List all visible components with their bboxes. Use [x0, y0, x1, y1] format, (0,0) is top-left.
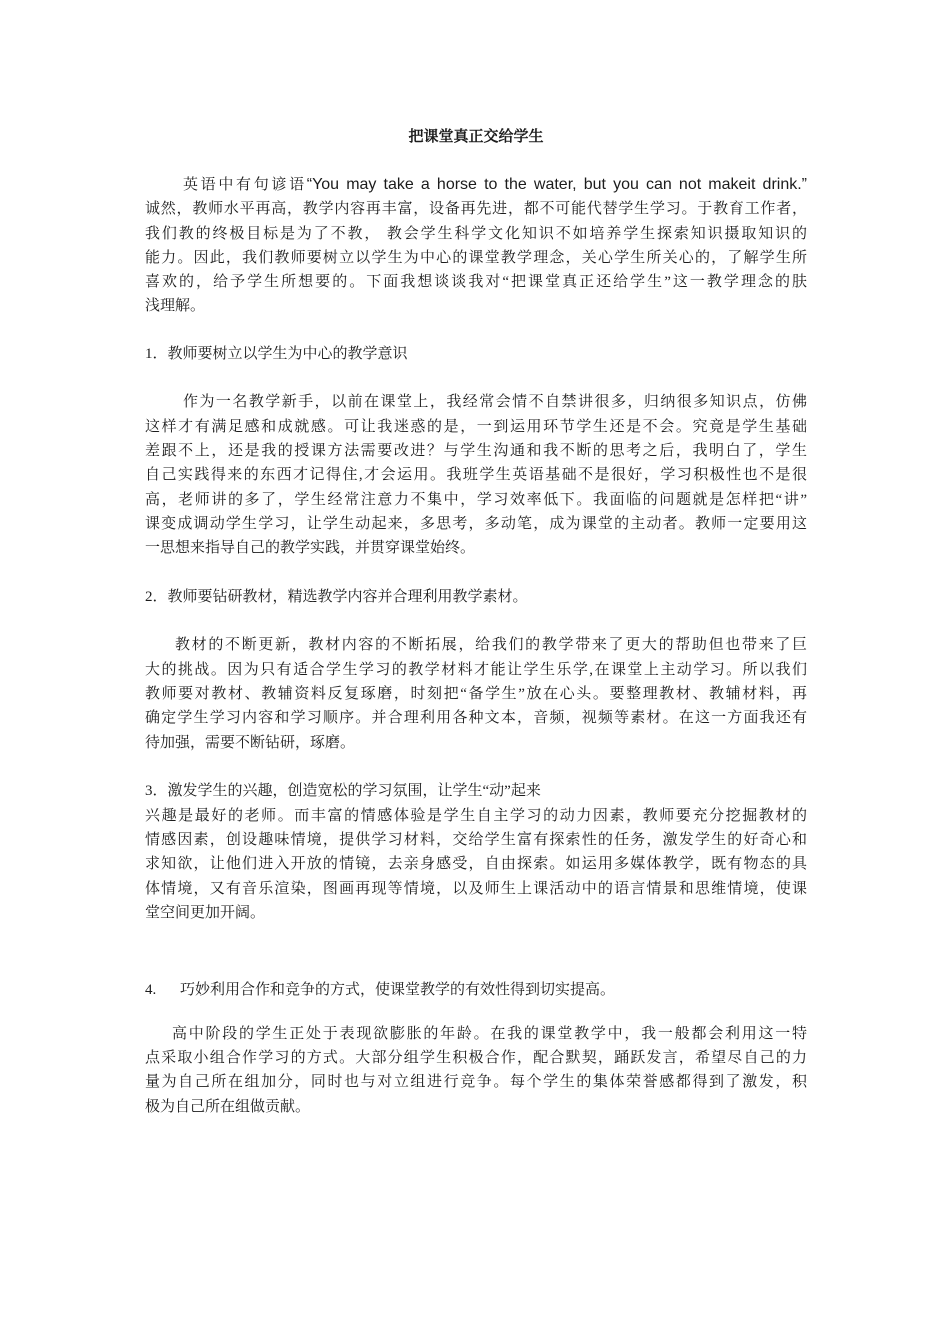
- body-line: [145, 173, 807, 197]
- section-title: 巧妙利用合作和竞争的方式，使课堂教学的有效性得到切实提高。: [180, 981, 616, 998]
- intro-paragraph: [145, 173, 807, 319]
- body-line: 兴趣是最好的老师。而丰富的情感体验是学生自主学习的动力因素，教师要充分挖掘教材的: [145, 807, 807, 824]
- section-title: 教师要树立以学生为中心的教学意识: [167, 346, 408, 363]
- section-heading: [145, 779, 807, 803]
- body-line: 浅理解。: [145, 298, 206, 315]
- section-number: 2．: [145, 589, 168, 606]
- document-title: 把课堂真正交给学生: [408, 129, 544, 145]
- body-line: 确定学生学习内容和学习顺序。并合理利用各种文本，音频，视频等素材。在这一方面我还有: [145, 710, 807, 727]
- body-line: 差跟不上，还是我的授课方法需要改进？与学生沟通和我不断的思考之后，我明白了，学生: [145, 443, 807, 460]
- body-line: 喜欢的，给予学生所想要的。下面我想谈谈我对“把课堂真正还给学生”这一教学理念的肤: [145, 274, 807, 291]
- body-line: 体情境，又有音乐渲染，图画再现等情境，以及师生上课活动中的语言情景和思维情境，使课: [145, 880, 807, 897]
- section-heading: [145, 978, 807, 1002]
- body-line: 能力。因此，我们教师要树立以学生为中心的课堂教学理念，关心学生所关心的，了解学生所: [145, 249, 807, 266]
- body-line: 极为自己所在组做贡献。: [145, 1098, 311, 1115]
- body-line: 课变成调动学生学习，让学生动起来，多思考，多动笔，成为课堂的主动者。教师一定要用这: [145, 515, 807, 532]
- section-number: 4.: [145, 981, 157, 998]
- body-line: 教材的不断更新，教材内容的不断拓展，给我们的教学带来了更大的帮助但也带来了巨: [175, 637, 807, 654]
- body-line: 量为自己所在组加分，同时也与对立组进行竞争。每个学生的集体荣誉感都得到了激发，积: [145, 1074, 807, 1091]
- body-line: 点采取小组合作学习的方式。大部分组学生积极合作，配合默契，踊跃发言，希望尽自己的力: [145, 1049, 807, 1066]
- section-title: 激发学生的兴趣，创造宽松的学习氛围，让学生“动”起来: [167, 783, 541, 800]
- section-title: 教师要钻研教材，精选教学内容并合理利用教学素材。: [167, 589, 528, 606]
- body-line: 情感因素，创设趣味情境，提供学习材料，交给学生富有探索性的任务，激发学生的好奇心和: [145, 831, 807, 848]
- proverb-quote: “You may take a horse to the water, but you can not makeit drink.”: [306, 175, 807, 193]
- paragraph: [145, 633, 807, 754]
- body-line: 诚然，教师水平再高，教学内容再丰富，设备再先进，都不可能代替学生学习。于教育工作者，: [145, 201, 807, 218]
- body-line: 大的挑战。因为只有适合学生学习的教学材料才能让学生乐学,在课堂上主动学习。所以我们: [145, 661, 807, 678]
- body-line: 求知欲，让他们进入开放的情镜，去亲身感受，自由探索。如运用多媒体教学，既有物态的具: [145, 856, 807, 873]
- body-line: 作为一名教学新手，以前在课堂上，我经常会情不自禁讲很多，归纳很多知识点，仿佛: [183, 394, 807, 411]
- body-line: 教师要对教材、教辅资料反复琢磨，时刻把“备学生”放在心头。要整理教材、教辅材料，再: [145, 685, 807, 702]
- body-line: 堂空间更加开阔。: [145, 904, 266, 921]
- section-number: 3．: [145, 783, 168, 800]
- body-line: 待加强，需要不断钻研，琢磨。: [145, 734, 356, 751]
- body-line: 高中阶段的学生正处于表现欲膨胀的年龄。在我的课堂教学中，我一般都会利用这一特: [172, 1025, 807, 1042]
- body-line: 高，老师讲的多了，学生经常注意力不集中，学习效率低下。我面临的问题就是怎样把“讲”: [145, 491, 807, 508]
- paragraph: [145, 1022, 807, 1119]
- proverb-lead: 英语中有句谚语: [183, 176, 307, 193]
- section-heading: [145, 342, 807, 366]
- section-heading: [145, 585, 807, 609]
- body-line: 这样才有满足感和成就感。可让我迷惑的是，一到运用环节学生还是不会。究竟是学生基础: [145, 418, 807, 435]
- section-number: 1．: [145, 346, 168, 363]
- paragraph: [145, 390, 807, 560]
- body-line: 一思想来指导自己的教学实践，并贯穿课堂始终。: [145, 540, 476, 557]
- document-body: [145, 125, 807, 1119]
- body-line: 自己实践得来的东西才记得住,才会运用。我班学生英语基础不是很好，学习积极性也不是很: [145, 467, 807, 484]
- paragraph: [145, 804, 807, 925]
- body-line: 我们教的终极目标是为了不教， 教会学生科学文化知识不如培养学生探索知识摄取知识的: [145, 225, 807, 242]
